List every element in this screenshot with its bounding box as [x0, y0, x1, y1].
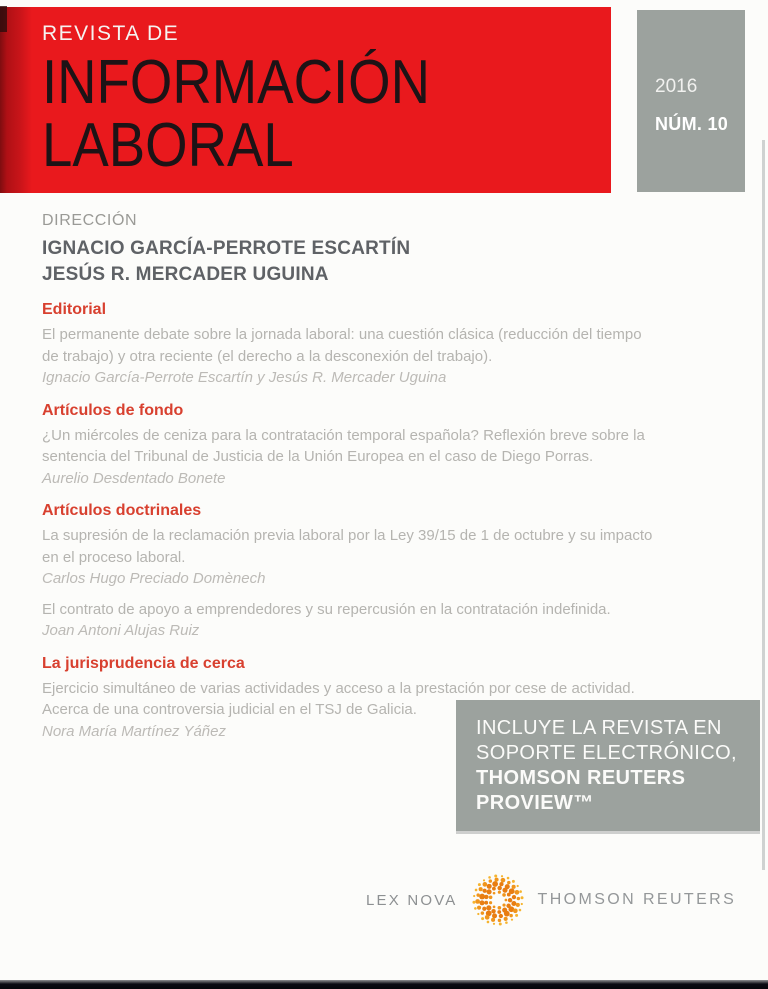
- proview-line: INCLUYE LA REVISTA EN: [476, 717, 722, 739]
- lex-nova-logo: LEX NOVA: [366, 891, 458, 909]
- proview-line: PROVIEW™: [476, 792, 594, 814]
- direction-block: [42, 212, 410, 288]
- section-heading: La jurisprudencia de cerca: [42, 654, 245, 672]
- direction-label: DIRECCIÓN: [42, 212, 138, 229]
- article-title: El contrato de apoyo a emprendedores y su repercusión en la contratación indefinida.: [42, 600, 611, 618]
- masthead-title-line2: LABORAL: [42, 111, 294, 180]
- scan-speck: [0, 6, 7, 32]
- article-authors: Aurelio Desdentado Bonete: [42, 469, 226, 487]
- article-authors: Nora María Martínez Yáñez: [42, 722, 226, 740]
- scan-edge-right: [762, 140, 765, 870]
- masthead: [42, 21, 483, 180]
- issue-box: [637, 10, 745, 192]
- article-title: La supresión de la reclamación previa laboral por la Ley 39/15 de 1 de octubre y su impacto en el proceso laboral.: [42, 527, 653, 566]
- section-heading: Editorial: [42, 301, 107, 318]
- article-title: Ejercicio simultáneo de varias actividades y acceso a la prestación por cese de actividad. Acerca de una controversia judicial en el TSJ de Galicia.: [42, 679, 635, 718]
- masthead-kicker: REVISTA DE: [42, 22, 180, 45]
- proview-line: SOPORTE ELECTRÓNICO,: [476, 742, 738, 764]
- article-authors: Ignacio García-Perrote Escartín y Jesús R. Mercader Uguina: [42, 369, 447, 386]
- section-heading: Artículos de fondo: [42, 401, 184, 419]
- director-name: IGNACIO GARCÍA-PERROTE ESCARTÍN: [42, 238, 411, 259]
- director-name: JESÚS R. MERCADER UGUINA: [42, 264, 329, 285]
- toc-section-articulos-doctrinales: [42, 502, 656, 642]
- table-of-contents: [42, 301, 656, 751]
- issue-number: NÚM. 10: [655, 114, 729, 134]
- article-title: ¿Un miércoles de ceniza para la contratación temporal española? Reflexión breve sobre la sentencia del Tribunal de Justicia de la Unión Europea en el caso de Diego Porras.: [42, 426, 645, 465]
- article-title: El permanente debate sobre la jornada laboral: una cuestión clásica (reducción del tiempo de trabajo) y otra reciente (el derecho a la desconexión del trabajo).: [42, 326, 642, 365]
- article-authors: Carlos Hugo Preciado Domènech: [42, 570, 266, 587]
- masthead-band: [0, 7, 611, 193]
- proview-banner: [456, 700, 760, 831]
- section-heading: Artículos doctrinales: [42, 502, 202, 519]
- article-authors: Joan Antoni Alujas Ruiz: [42, 622, 200, 639]
- thomson-reuters-wordmark: THOMSON REUTERS: [537, 891, 737, 908]
- scan-edge-bottom: [0, 980, 768, 989]
- proview-line: THOMSON REUTERS: [476, 767, 686, 789]
- masthead-title-line1: INFORMACIÓN: [42, 48, 430, 117]
- issue-year: 2016: [655, 76, 698, 97]
- publisher-footer: [366, 869, 737, 931]
- toc-section-articulos-de-fondo: [42, 402, 656, 490]
- thomson-reuters-sphere-icon: [472, 874, 524, 926]
- toc-section-editorial: [42, 301, 656, 389]
